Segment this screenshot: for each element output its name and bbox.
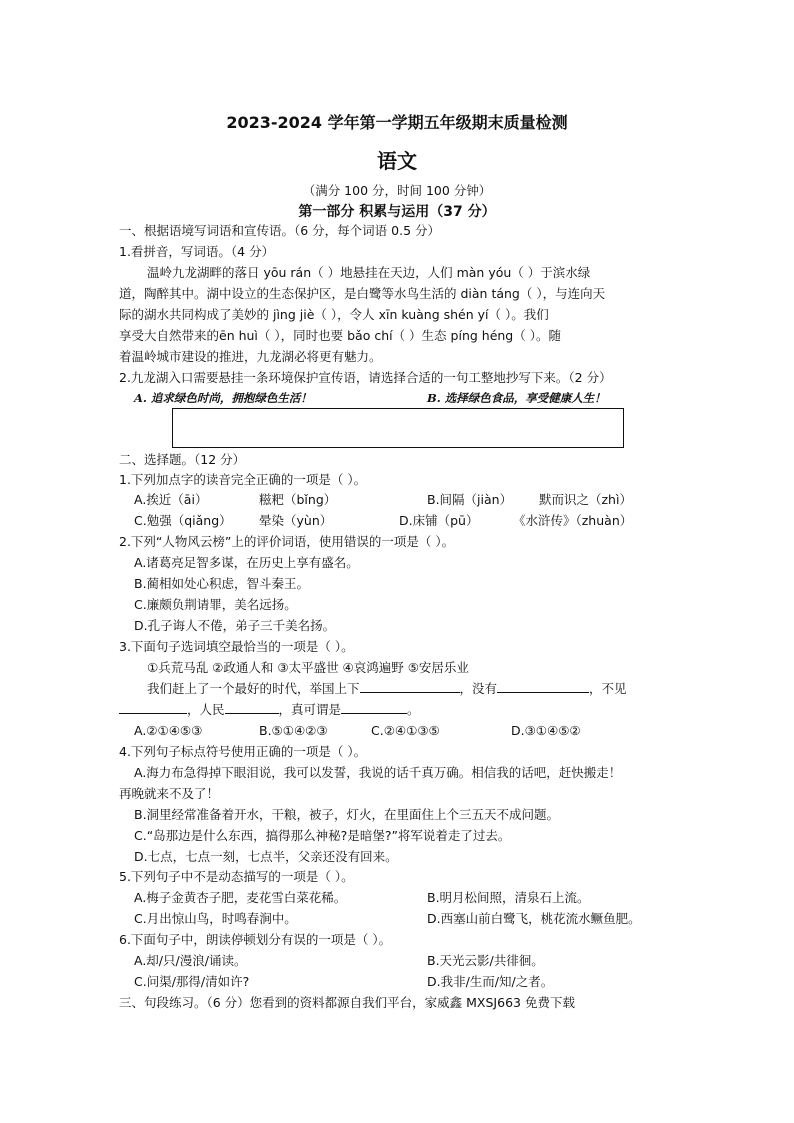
- s2-q6-option: D.我非/生而/知/之者。: [427, 974, 554, 989]
- s2-q3-sentence-line2: [119, 701, 420, 719]
- fill-blank[interactable]: [225, 701, 279, 714]
- fill-blank[interactable]: [360, 680, 460, 693]
- s2-q3-text: ，不见: [589, 681, 627, 696]
- s2-q5-option: D.西塞山前白鹭飞，桃花流水鳜鱼肥。: [427, 911, 641, 926]
- s2-q1-option: 晕染（yùn）: [259, 513, 333, 528]
- s2-q2-stem: 2.下列“人物风云榜”上的评价词语，使用错误的一项是（ ）。: [119, 534, 455, 549]
- s2-q2-option: C.廉颇负荆请罪，美名远扬。: [134, 597, 297, 612]
- s2-q4-option: C.“岛那边是什么东西，搞得那么神秘?是暗堡?”将军说着走了过去。: [134, 828, 511, 843]
- s2-q3-option: C.②④①③⑤: [371, 723, 440, 738]
- s2-q4-option: B.洞里经常准备着开水，干粮，被子，灯火，在里面住上个三五天不成问题。: [134, 807, 560, 822]
- s2-q3-text: 。: [407, 702, 420, 717]
- s2-q2-option: B.蔺相如处心积虑，智斗秦王。: [134, 576, 310, 591]
- s2-q1-option: D.床铺（pū）: [399, 513, 479, 528]
- fill-blank[interactable]: [119, 701, 187, 714]
- s1-q1-line: 着温岭城市建设的推进，九龙湖必将更有魅力。: [119, 349, 382, 364]
- s1-q1-line: 温岭九龙湖畔的落日 yōu rán（ ）地悬挂在天边，人们 màn yóu（ ）于滨水绿: [147, 265, 591, 280]
- s2-q4-option: 再晚就来不及了！: [119, 786, 220, 801]
- s2-q6-option: C.问渠/那得/清如许?: [134, 974, 250, 989]
- section3-heading: 三、句段练习。（6 分）您看到的资料都源自我们平台，家威鑫 MXSJ663 免费下载: [119, 995, 575, 1010]
- s2-q3-sentence-line1: [147, 680, 627, 698]
- s2-q3-option: D.③①④⑤②: [511, 723, 581, 738]
- s1-q1-line: 享受大自然带来的ēn huì（ ），同时也要 bǎo chí（ ）生态 píng héng（ ）。随: [119, 328, 561, 343]
- part-title: 第一部分 积累与运用（37 分）: [298, 204, 496, 220]
- s2-q3-text: ，没有: [459, 681, 498, 696]
- s2-q3-text: ，真可谓是: [278, 702, 342, 717]
- fill-blank[interactable]: [497, 680, 589, 693]
- s2-q1-option: 默而识之（zhì）: [539, 492, 632, 507]
- s2-q3-option: A.②①④⑤③: [134, 723, 203, 738]
- subject-title: 语文: [377, 149, 417, 173]
- exam-title: 2023-2024 学年第一学期五年级期末质量检测: [226, 113, 568, 132]
- s2-q6-stem: 6.下面句子中，朗读停顿划分有误的一项是（ ）。: [119, 932, 392, 947]
- s2-q5-option: B.明月松间照，清泉石上流。: [427, 890, 590, 905]
- s2-q3-wordbank: ①兵荒马乱 ②政通人和 ③太平盛世 ④哀鸿遍野 ⑤安居乐业: [147, 660, 469, 675]
- s1-q1-line: 际的湖水共同构成了美妙的 jìng jiè（ ），令人 xīn kuàng shén yí（ ）。我们: [119, 307, 549, 322]
- s1-q1-stem: 1.看拼音，写词语。（4 分）: [119, 244, 275, 259]
- s2-q1-option: A.挨近（āi）: [134, 492, 208, 507]
- s2-q3-stem: 3.下面句子选词填空最恰当的一项是（ ）。: [119, 639, 354, 654]
- s2-q1-option: C.勉强（qiǎng）: [134, 513, 232, 528]
- s2-q2-option: A.诸葛亮足智多谋，在历史上享有盛名。: [134, 555, 359, 570]
- s2-q4-option: A.海力布急得掉下眼泪说，我可以发誓，我说的话千真万确。相信我的话吧，赶快搬走！: [134, 765, 622, 780]
- s1-q2-stem: 2.九龙湖入口需要悬挂一条环境保护宣传语，请选择合适的一句工整地抄写下来。（2 分）: [119, 370, 612, 385]
- s2-q5-stem: 5.下列句子中不是动态描写的一项是（ ）。: [119, 869, 354, 884]
- s2-q1-option: B.间隔（jiàn）: [427, 492, 513, 507]
- s2-q6-option: A.却/只/漫浪/诵读。: [134, 953, 247, 968]
- fill-blank[interactable]: [341, 701, 407, 714]
- s1-q1-line: 道，陶醉其中。湖中设立的生态保护区，是白鹭等水鸟生活的 diàn táng（ ），与连向天: [119, 286, 606, 301]
- s2-q2-option: D.孔子诲人不倦，弟子三千美名扬。: [134, 618, 336, 633]
- s1-q2-option-a: A. 追求绿色时尚，拥抱绿色生活！: [134, 391, 312, 405]
- s2-q5-option: C.月出惊山鸟，时鸣春涧中。: [134, 911, 297, 926]
- answer-box[interactable]: [172, 408, 624, 448]
- s2-q1-option: 《水浒传》（zhuàn）: [513, 513, 633, 528]
- s1-q2-option-b: B. 选择绿色食品，享受健康人生！: [427, 391, 606, 405]
- section1-heading: 一、根据语境写词语和宣传语。（6 分，每个词语 0.5 分）: [119, 223, 441, 238]
- s2-q1-stem: 1.下列加点字的读音完全正确的一项是（ ）。: [119, 472, 367, 487]
- s2-q3-text: ，人民: [187, 702, 225, 717]
- s2-q4-option: D.七点，七点一刻，七点半，父亲还没有回来。: [134, 849, 398, 864]
- s2-q3-option: B.⑤①④②③: [259, 723, 328, 738]
- s2-q1-option: 糍粑（bǐng）: [259, 492, 337, 507]
- s2-q4-stem: 4.下列句子标点符号使用正确的一项是（ ）。: [119, 744, 367, 759]
- s2-q5-option: A.梅子金黄杏子肥，麦花雪白菜花稀。: [134, 890, 347, 905]
- exam-note: （满分 100 分，时间 100 分钟）: [302, 183, 492, 198]
- s2-q3-text: 我们赶上了一个最好的时代，举国上下: [147, 681, 360, 696]
- section2-heading: 二、选择题。（12 分）: [119, 452, 246, 467]
- s2-q6-option: B.天光云影/共徘徊。: [427, 953, 544, 968]
